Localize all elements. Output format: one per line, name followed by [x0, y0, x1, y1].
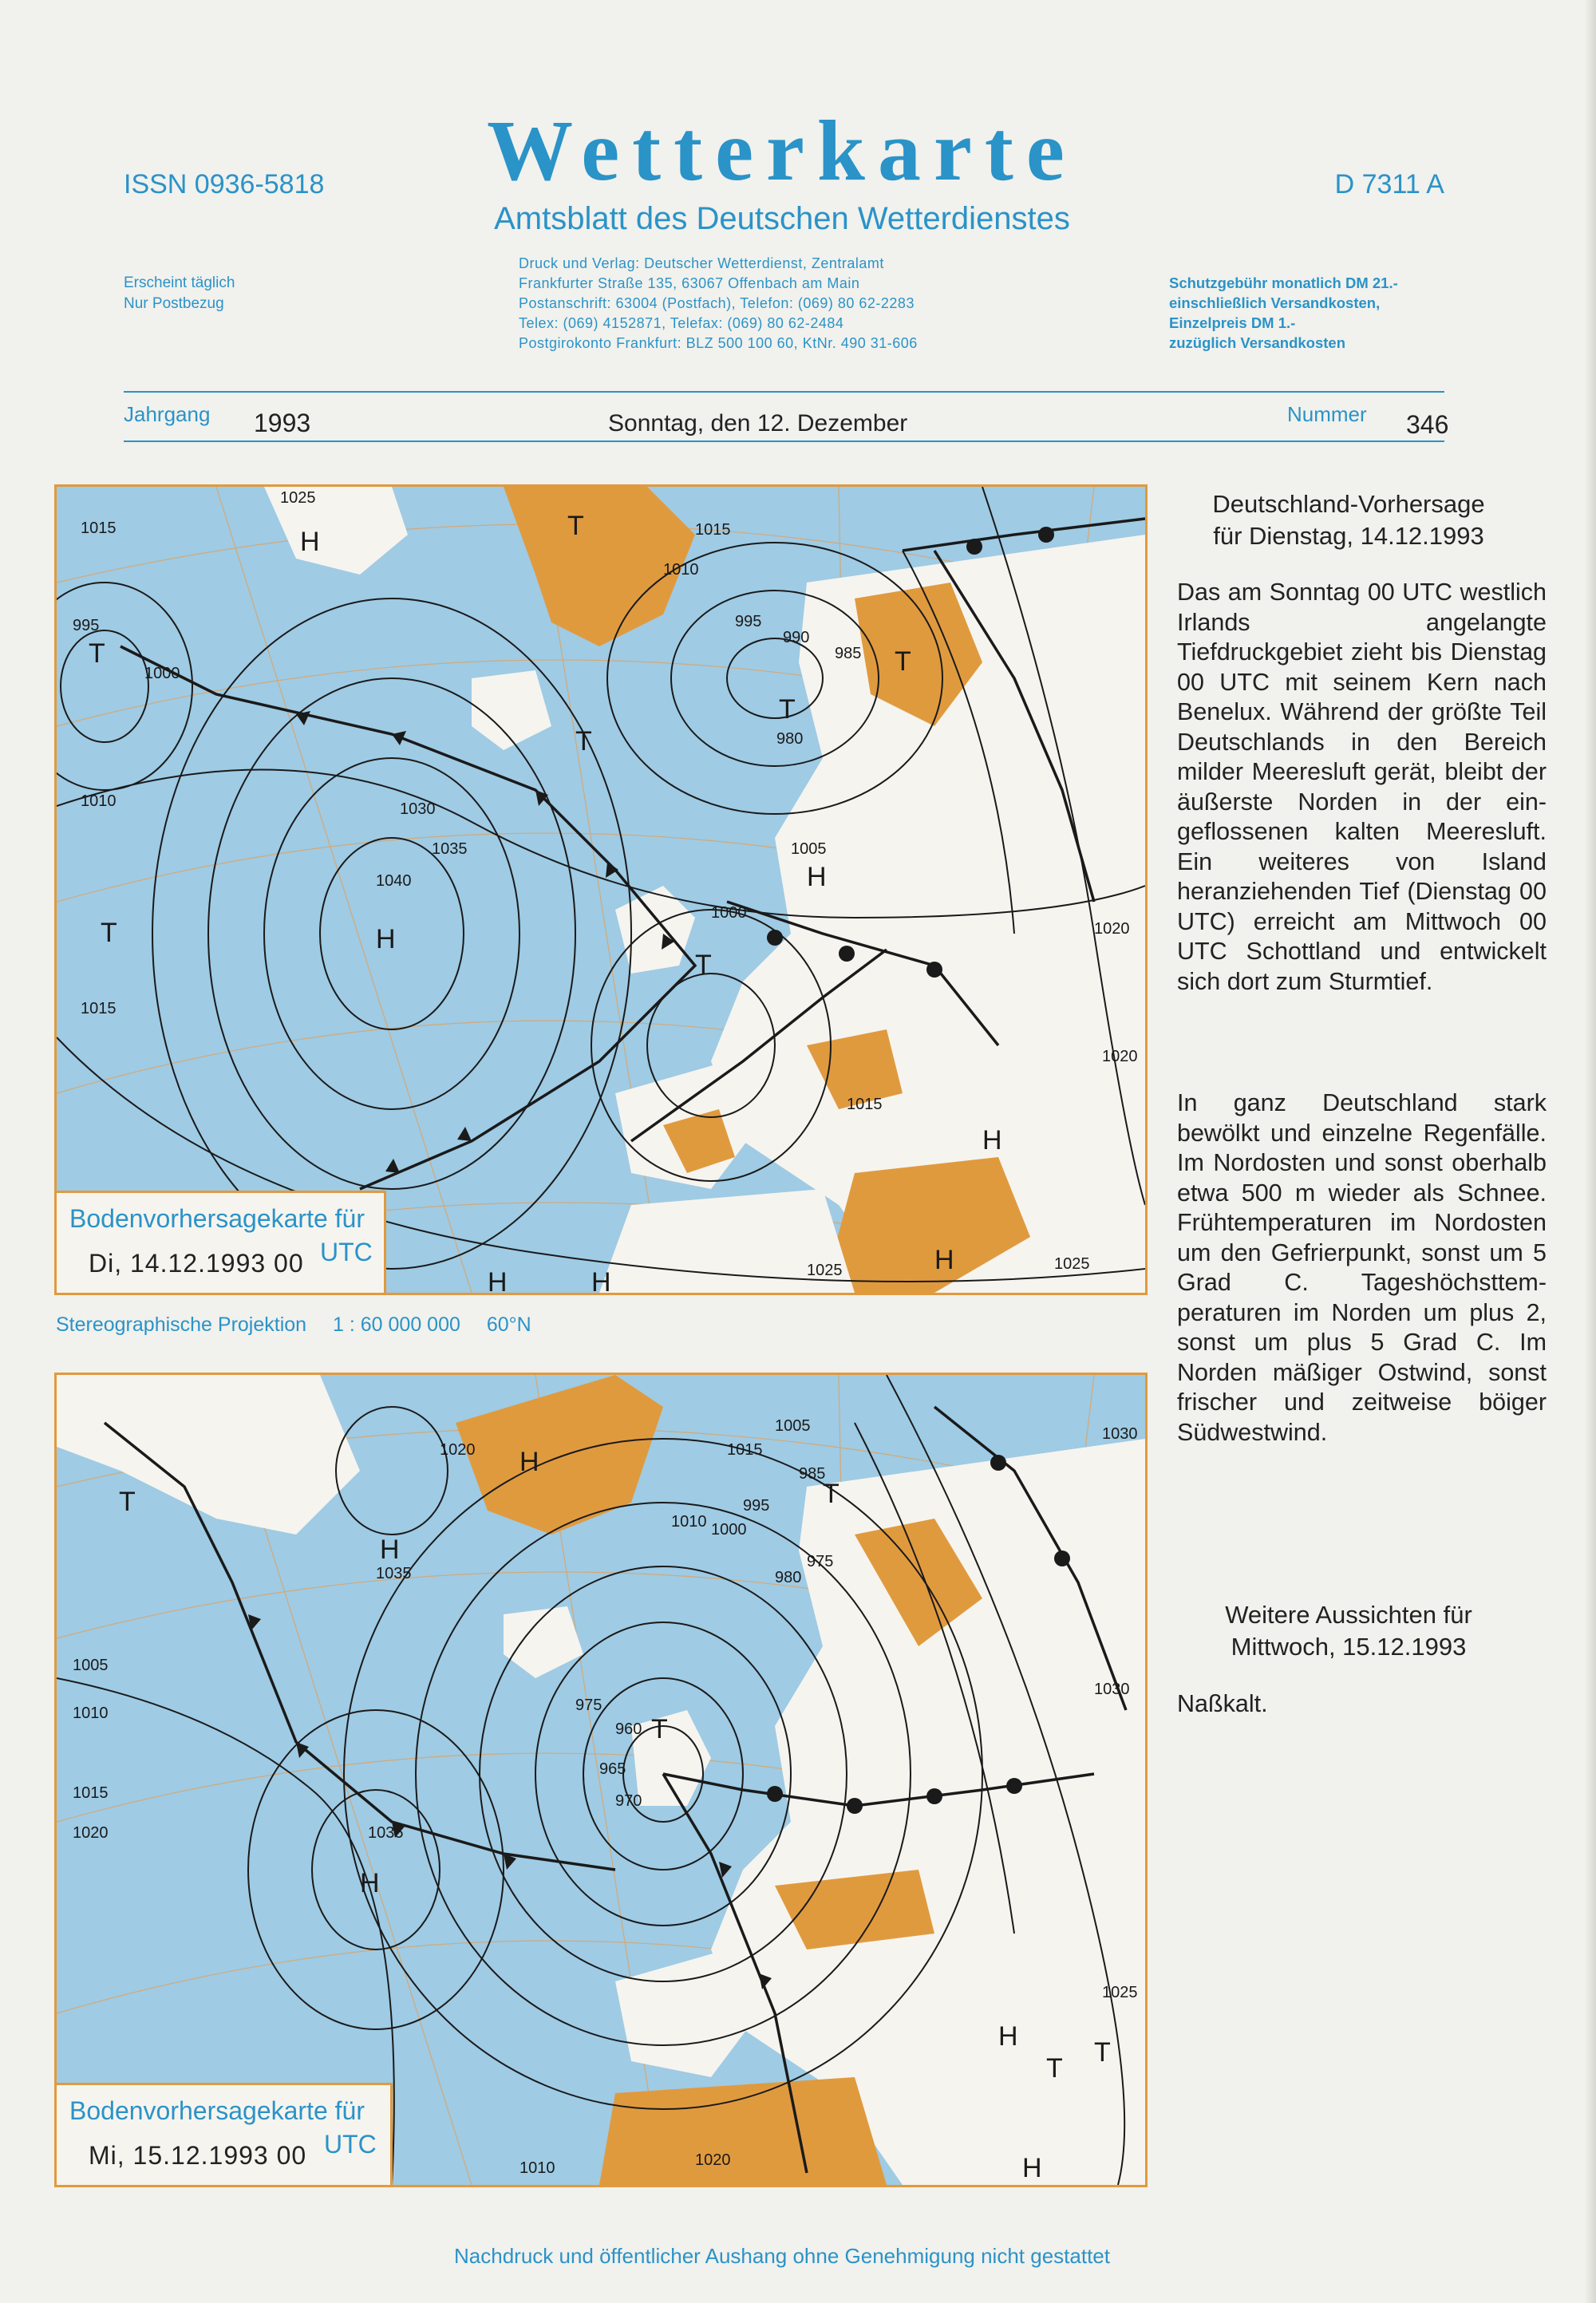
high-pressure-center: H — [934, 1245, 954, 1275]
forecast-heading — [1165, 488, 1532, 552]
isobar-label: 1025 — [280, 489, 316, 507]
header-rule-top — [124, 391, 1444, 393]
isobar-label: 1030 — [1102, 1425, 1138, 1443]
distribution-line: Erscheint täglich — [124, 275, 235, 291]
isobar-label: 1030 — [1094, 1681, 1130, 1698]
africa-high — [599, 2077, 887, 2185]
publisher-line: Frankfurter Straße 135, 63067 Offenbach am Main — [519, 275, 860, 291]
iceland — [472, 670, 551, 750]
isobar-label: 995 — [743, 1497, 770, 1515]
low-pressure-center: T — [101, 918, 117, 948]
issue-date: Sonntag, den 12. Dezember — [608, 410, 908, 437]
north-america — [57, 1375, 360, 1535]
greenland-ice — [456, 1375, 663, 1535]
isobar-label: 1030 — [400, 800, 436, 818]
isobar-label: 1035 — [368, 1824, 404, 1842]
isobar-label: 1000 — [711, 1521, 747, 1539]
map-caption-title: Bodenvorhersagekarte für — [69, 2096, 365, 2125]
isobar-label: 995 — [735, 613, 762, 630]
map-graphic — [57, 1375, 1145, 2185]
isobar-label: 1025 — [1102, 1984, 1138, 2001]
publisher-line: Druck und Verlag: Deutscher Wetterdienst, Zentralamt — [519, 255, 884, 271]
number-value: 346 — [1406, 410, 1449, 439]
isobar-label: 1035 — [432, 840, 468, 858]
high-pressure-center: H — [376, 924, 396, 954]
isobar-label: 1025 — [807, 1262, 843, 1279]
high-pressure-center: H — [360, 1868, 380, 1898]
publisher-line: Postanschrift: 63004 (Postfach), Telefon: (069) 80 62-2283 — [519, 295, 915, 311]
low-pressure-center: T — [575, 726, 592, 756]
isobar-label: 1015 — [847, 1096, 883, 1113]
isobar-label: 1015 — [727, 1441, 763, 1459]
projection-name: Stereographische Projektion — [56, 1313, 307, 1336]
map-caption — [57, 2083, 393, 2187]
isobar-label: 1020 — [440, 1441, 476, 1459]
projection-note — [56, 1313, 552, 1337]
projection-latitude: 60°N — [486, 1313, 531, 1336]
publication-code: D 7311 A — [1334, 169, 1444, 199]
year-value: 1993 — [254, 409, 311, 437]
isobar-label: 1015 — [695, 521, 731, 539]
isobar-label: 1010 — [671, 1513, 707, 1531]
isobar-label: 985 — [799, 1465, 826, 1483]
isobar-label: 1005 — [73, 1657, 109, 1674]
publisher-info — [519, 254, 918, 354]
fee-line: einschließlich Versandkosten, — [1169, 294, 1381, 311]
weather-map-tuesday — [54, 484, 1148, 1295]
british-isles — [615, 886, 695, 974]
low-pressure-center: T — [695, 950, 712, 980]
isobar-label: 980 — [776, 730, 804, 748]
fee-line: Einzelpreis DM 1.- — [1169, 314, 1296, 331]
distribution-note — [124, 273, 235, 314]
isobar-label: 980 — [775, 1569, 802, 1586]
isobar-label: 1010 — [663, 561, 699, 579]
high-pressure-center: H — [982, 1125, 1002, 1155]
isobar-label: 1020 — [73, 1824, 109, 1842]
isobar-label: 1000 — [711, 904, 747, 922]
forecast-heading-line: für Dienstag, 14.12.1993 — [1213, 522, 1484, 550]
isobar-label: 975 — [575, 1697, 602, 1714]
projection-scale: 1 : 60 000 000 — [333, 1313, 460, 1336]
subtitle: Amtsblatt des Deutschen Wetterdienstes — [494, 201, 1070, 236]
high-pressure-center: H — [300, 527, 320, 557]
isobar-label: 990 — [783, 629, 810, 646]
page-title: Wetterkarte — [487, 104, 1077, 199]
number-label: Nummer — [1287, 402, 1367, 426]
forecast-text-weather: In ganz Deutschland stark bewölkt und einzelne Regenfälle. Im Nordosten und sonst oberhalb etwa 500 m wieder als Schnee. Frühtemperaturen im Nordosten um den Gefrierpunkt, sonst um 5 Grad C. Tageshöchsttemperaturen im Norden um plus 2, sonst um plus 5 Grad C. Im Norden mäßiger Ostwind, sonst frischer und zeitweise böiger Südwestwind. — [1177, 1089, 1547, 1446]
isobar-label: 1035 — [376, 1565, 412, 1582]
isobar-label: 995 — [73, 617, 100, 634]
fee-line: Schutzgebühr monatlich DM 21.- — [1169, 275, 1398, 291]
outlook-text: Naßkalt. — [1177, 1690, 1268, 1717]
map-caption — [57, 1191, 386, 1295]
low-pressure-center: T — [119, 1487, 136, 1517]
outlook-heading — [1165, 1599, 1532, 1663]
outlook-heading-line: Mittwoch, 15.12.1993 — [1231, 1633, 1467, 1661]
isobar-label: 1000 — [144, 665, 180, 682]
high-pressure-center: H — [591, 1267, 611, 1293]
footer-notice: Nachdruck und öffentlicher Aushang ohne Genehmigung nicht gestattet — [454, 2244, 1110, 2268]
isobar-label: 1005 — [775, 1417, 811, 1435]
low-pressure-center: T — [779, 694, 796, 725]
low-pressure-center: T — [651, 1714, 668, 1744]
distribution-line: Nur Postbezug — [124, 295, 224, 312]
high-pressure-center: H — [998, 2021, 1018, 2052]
fee-line: zuzüglich Versandkosten — [1169, 334, 1346, 351]
high-pressure-center: H — [488, 1267, 508, 1293]
isobar-label: 970 — [615, 1792, 642, 1810]
isobar-label: 965 — [599, 1760, 626, 1778]
outlook-heading-line: Weitere Aussichten für — [1225, 1601, 1472, 1629]
forecast-heading-line: Deutschland-Vorhersage — [1212, 490, 1485, 518]
isobar-label: 1010 — [519, 2159, 555, 2177]
british-isles — [631, 1710, 711, 1806]
isobar-label: 1020 — [695, 2151, 731, 2169]
low-pressure-center: T — [1046, 2053, 1063, 2084]
isobar-label: 1040 — [376, 872, 412, 890]
high-pressure-center: H — [519, 1447, 539, 1477]
publisher-line: Telex: (069) 4152871, Telefax: (069) 80 62-2484 — [519, 315, 844, 331]
low-pressure-center: T — [89, 638, 105, 669]
isobar-label: 1015 — [81, 1000, 117, 1017]
high-pressure-center: H — [807, 862, 827, 892]
isobar-label: 1020 — [1094, 920, 1130, 938]
isobar-label: 1015 — [81, 519, 117, 537]
isobar-label: 1005 — [791, 840, 827, 858]
isobar-label: 1015 — [73, 1784, 109, 1802]
header-rule-bottom — [124, 440, 1444, 442]
low-pressure-center: T — [567, 511, 584, 541]
publisher-line: Postgirokonto Frankfurt: BLZ 500 100 60, KtNr. 490 31-606 — [519, 335, 918, 351]
isobar-label: 1020 — [1102, 1048, 1138, 1065]
weather-map-wednesday — [54, 1373, 1148, 2187]
isobar-label: 960 — [615, 1720, 642, 1738]
high-pressure-center: H — [380, 1535, 400, 1565]
forecast-text-synopsis: Das am Sonntag 00 UTC westlich Irlands angelangte Tiefdruckgebiet zieht bis Dienstag 00 UTC mit seinem Kern nach Benelux. Während der größte Teil Deutschlands in den Bereich milder Meeresluft gerät, bleibt der äußerste Norden in der eingeflossenen kalten Meeresluft. Ein weiteres von Island heranziehenden Tief (Dienstag 00 UTC) erreicht am Mittwoch 00 UTC Schottland und entwickelt sich dort zum Sturmtief. — [1177, 579, 1547, 995]
year-label: Jahrgang — [124, 402, 211, 426]
low-pressure-center: T — [895, 646, 911, 677]
high-pressure-center: H — [1022, 2153, 1042, 2183]
isobar-label: 1010 — [81, 792, 117, 810]
issn: ISSN 0936-5818 — [124, 169, 325, 199]
isobar-label: 975 — [807, 1553, 834, 1570]
isobar-label: 1025 — [1054, 1255, 1090, 1273]
map-caption-title: Bodenvorhersagekarte für — [69, 1204, 365, 1233]
map-caption-utc: UTC — [320, 1238, 373, 1266]
map-graphic — [57, 487, 1145, 1293]
fee-info — [1169, 273, 1398, 353]
map-caption-utc: UTC — [324, 2130, 377, 2159]
isobar-label: 985 — [835, 645, 862, 662]
low-pressure-center: T — [823, 1479, 839, 1509]
low-pressure-center: T — [1094, 2037, 1111, 2068]
map-caption-date: Mi, 15.12.1993 00 — [89, 2141, 307, 2170]
map-caption-date: Di, 14.12.1993 00 — [89, 1249, 304, 1278]
scan-edge — [1585, 0, 1596, 2303]
isobar-label: 1010 — [73, 1705, 109, 1722]
